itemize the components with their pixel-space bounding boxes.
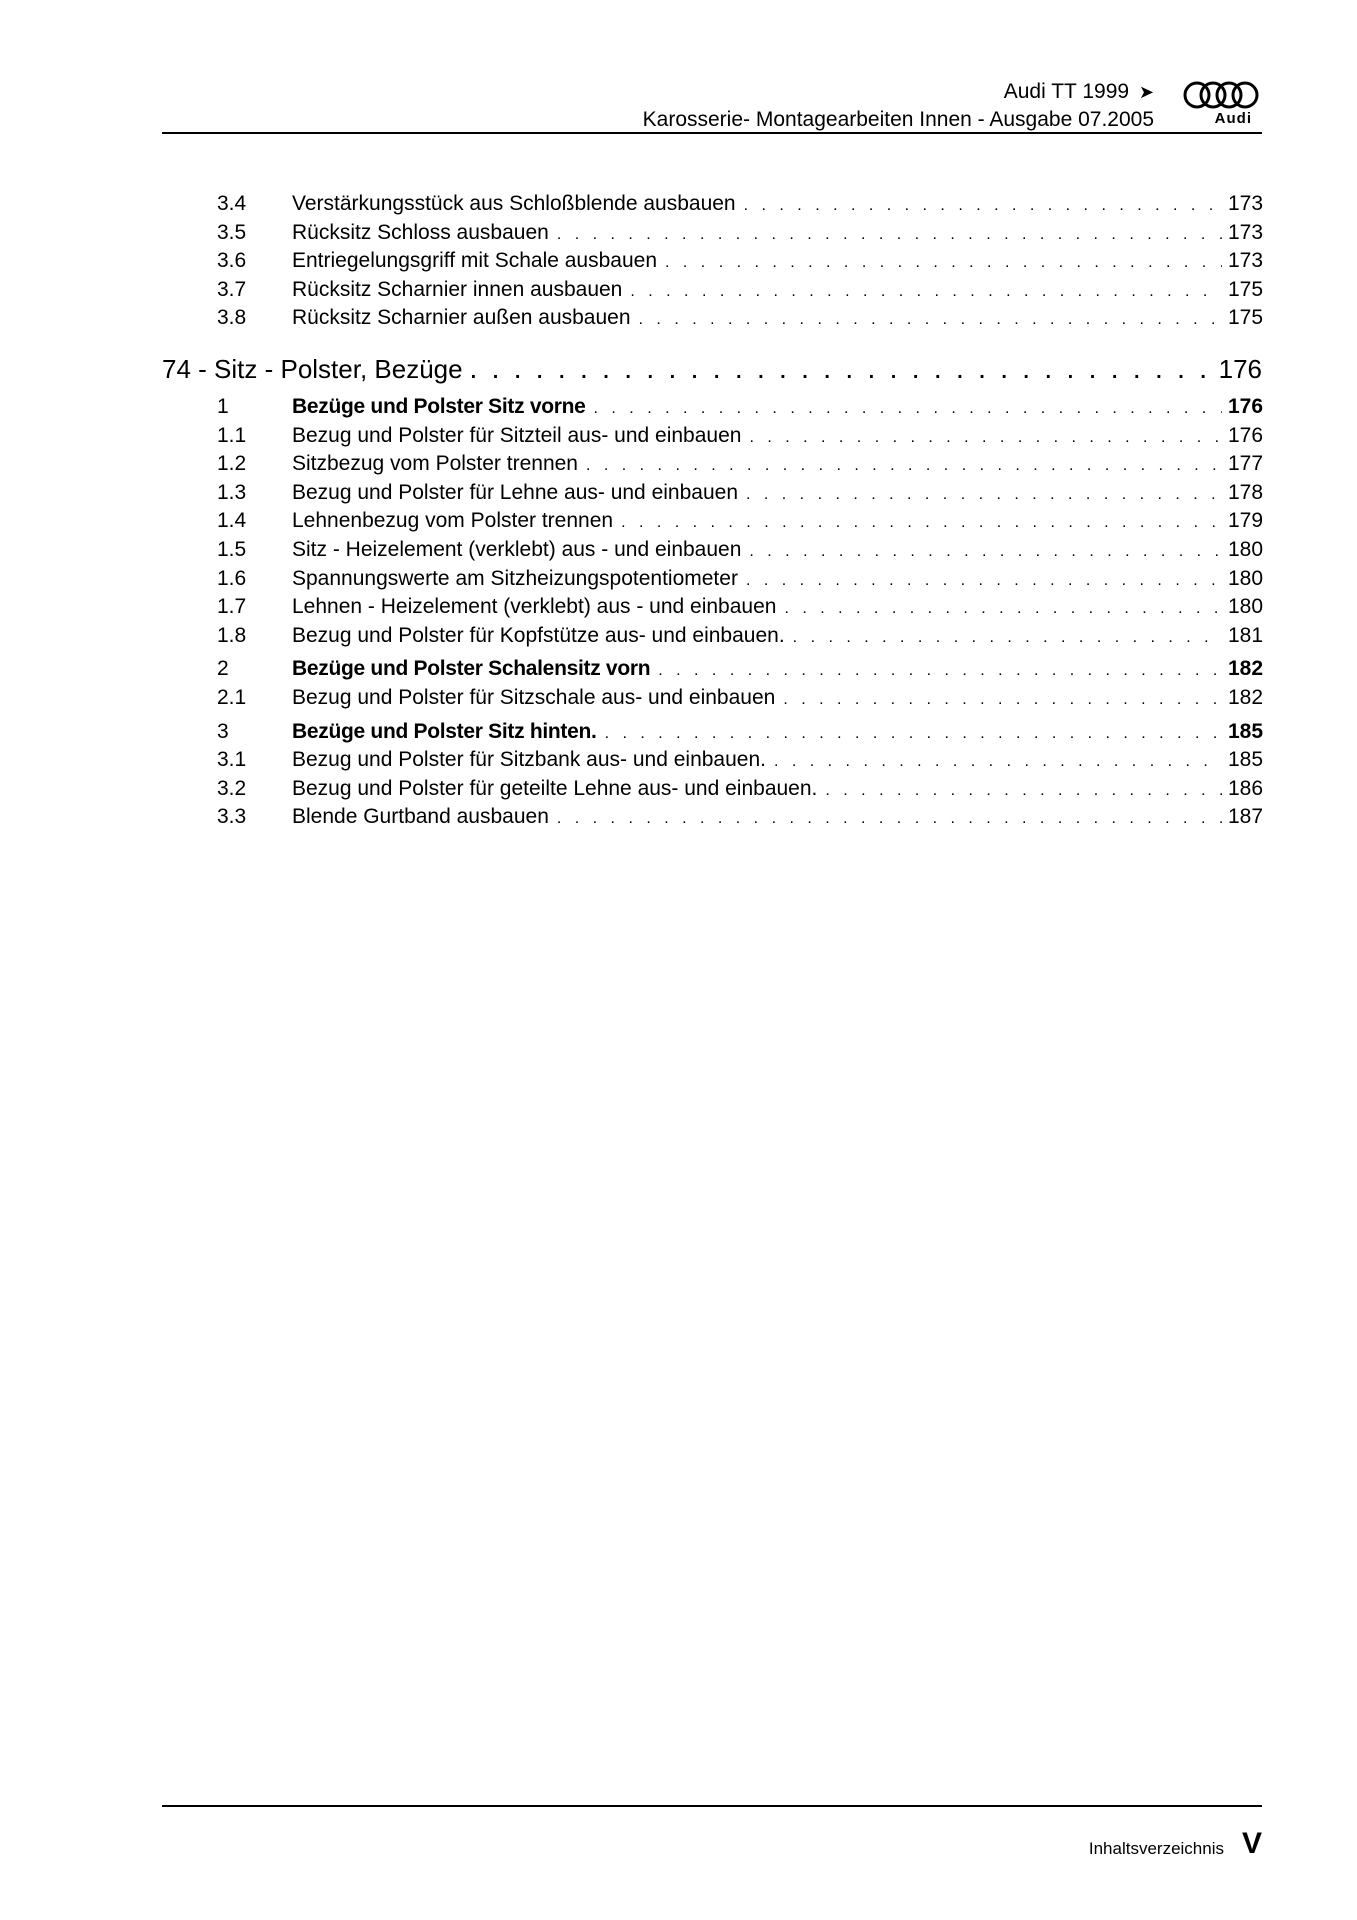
toc-entry-page: 179 [1228, 509, 1264, 533]
page-header [162, 72, 1262, 134]
footer-page-number: V [1241, 1827, 1262, 1860]
toc-entry-title: Rücksitz Schloss ausbauen [292, 220, 549, 244]
toc-entry[interactable] [162, 276, 1262, 305]
dot-leader [749, 424, 1222, 452]
toc-entry-number: 1.5 [217, 537, 247, 561]
toc-entry-page: 175 [1228, 277, 1264, 301]
toc-entry[interactable] [162, 593, 1262, 622]
audi-brand-wordmark: Audi [1214, 110, 1252, 127]
toc-entry[interactable] [162, 479, 1262, 508]
chapter-title: 74 - Sitz - Polster, Bezüge [162, 353, 463, 384]
toc-entry-number: 3.4 [217, 192, 247, 215]
dot-leader [630, 278, 1222, 306]
toc-entry-title: Bezug und Polster für Kopfstütze aus- und einbauen. [292, 623, 785, 647]
dot-leader [586, 452, 1222, 480]
toc-entry-title: Rücksitz Scharnier außen ausbauen [292, 306, 631, 330]
toc-entry-title: Bezug und Polster für Sitzteil aus- und einbauen [292, 423, 742, 447]
toc-entry-number: 3.8 [217, 306, 247, 330]
section-title: Bezüge und Polster Sitz vorne [292, 394, 586, 418]
toc-section-heading[interactable] [162, 718, 1262, 747]
toc-entry-number: 1.3 [217, 480, 247, 504]
toc-entry[interactable] [162, 565, 1262, 594]
toc-entry[interactable] [162, 304, 1262, 333]
toc-entry-title: Verstärkungsstück aus Schloßblende ausbauen [292, 192, 736, 215]
toc-entry-number: 1.8 [217, 623, 247, 647]
toc-entry-number: 2.1 [217, 685, 247, 709]
toc-entry-title: Lehnen - Heizelement (verklebt) aus - und einbauen [292, 595, 777, 619]
toc-entry-number: 3.3 [217, 805, 247, 829]
toc-entry[interactable] [162, 684, 1262, 713]
toc-entry-page: 173 [1228, 220, 1264, 244]
table-of-contents [162, 190, 1262, 832]
dot-leader [557, 221, 1222, 249]
dot-leader [639, 306, 1222, 334]
toc-entry-page: 180 [1228, 566, 1264, 590]
toc-entry-title: Entriegelungsgriff mit Schale ausbauen [292, 249, 658, 273]
section-page: 185 [1228, 719, 1264, 743]
toc-entry-title: Bezug und Polster für Lehne aus- und einbauen [292, 480, 738, 504]
toc-entry-title: Sitzbezug vom Polster trennen [292, 452, 578, 476]
section-title: Bezüge und Polster Sitz hinten. [292, 719, 597, 743]
footer-label: Inhaltsverzeichnis [1088, 1839, 1224, 1858]
section-number: 1 [217, 394, 229, 418]
toc-chapter-heading[interactable] [162, 349, 1262, 389]
dot-leader [793, 624, 1222, 652]
section-page: 176 [1228, 394, 1264, 418]
dot-leader [594, 395, 1222, 423]
toc-entry-page: 180 [1228, 537, 1264, 561]
toc-entry-page: 185 [1228, 748, 1264, 772]
toc-entry[interactable] [162, 536, 1262, 565]
toc-entry-title: Bezug und Polster für geteilte Lehne aus- und einbauen. [292, 776, 818, 800]
toc-entry[interactable] [162, 622, 1262, 651]
toc-entry-title: Bezug und Polster für Sitzschale aus- und einbauen [292, 685, 776, 709]
section-page: 182 [1228, 657, 1264, 681]
toc-entry-title: Bezug und Polster für Sitzbank aus- und einbauen. [292, 748, 766, 772]
toc-entry-page: 186 [1228, 776, 1264, 800]
toc-entry-number: 3.5 [217, 220, 247, 244]
section-number: 2 [217, 657, 229, 681]
toc-entry-page: 173 [1228, 249, 1264, 273]
toc-entry-page: 178 [1228, 480, 1264, 504]
dot-leader [746, 481, 1222, 509]
toc-entry-number: 3.7 [217, 277, 247, 301]
toc-entry-page: 175 [1228, 306, 1264, 330]
toc-entry-page: 177 [1228, 452, 1264, 476]
dot-leader [749, 538, 1222, 566]
toc-entry-number: 1.6 [217, 566, 247, 590]
toc-entry-title: Lehnenbezug vom Polster trennen [292, 509, 614, 533]
toc-entry-title: Spannungswerte am Sitzheizungspotentiometer [292, 566, 738, 590]
toc-entry-page: 182 [1228, 685, 1264, 709]
toc-entry[interactable] [162, 219, 1262, 248]
toc-entry-title: Rücksitz Scharnier innen ausbauen [292, 277, 623, 301]
header-subtitle: Karosserie- Montagearbeiten Innen - Ausgabe 07.2005 [642, 108, 1154, 131]
section-number: 3 [217, 719, 229, 743]
toc-entry-page: 187 [1228, 805, 1264, 829]
toc-entry-title: Sitz - Heizelement (verklebt) aus - und einbauen [292, 537, 742, 561]
toc-entry[interactable] [162, 422, 1262, 451]
toc-entry-page: 181 [1228, 623, 1264, 647]
section-title: Bezüge und Polster Schalensitz vorn [292, 657, 651, 681]
toc-entry-number: 3.1 [217, 748, 247, 772]
dot-leader [744, 192, 1222, 220]
toc-entry-title: Blende Gurtband ausbauen [292, 805, 549, 829]
dot-leader [557, 805, 1222, 833]
dot-leader [825, 777, 1222, 805]
toc-entry-number: 3.6 [217, 249, 247, 273]
toc-entry[interactable] [162, 450, 1262, 479]
page-footer [162, 1805, 1262, 1867]
dot-leader [471, 352, 1212, 392]
toc-entry-page: 173 [1228, 192, 1264, 215]
dot-leader [665, 249, 1222, 277]
dot-leader [746, 567, 1222, 595]
toc-section-heading[interactable] [162, 393, 1262, 422]
toc-entry-number: 1.4 [217, 509, 247, 533]
dot-leader [605, 720, 1222, 748]
dot-leader [621, 509, 1222, 537]
toc-entry-number: 1.7 [217, 595, 247, 619]
dot-leader [783, 686, 1222, 714]
toc-entry[interactable] [162, 247, 1262, 276]
toc-entry-number: 1.2 [217, 452, 247, 476]
header-title [1004, 80, 1154, 104]
toc-entry-number: 1.1 [217, 423, 247, 447]
toc-entry[interactable] [162, 803, 1262, 832]
toc-section-heading[interactable] [162, 655, 1262, 684]
toc-entry-page: 180 [1228, 595, 1264, 619]
dot-leader [774, 748, 1222, 776]
toc-entry[interactable] [162, 507, 1262, 536]
arrow-icon: ➤ [1138, 82, 1154, 102]
toc-entry[interactable] [162, 746, 1262, 775]
toc-entry[interactable] [162, 190, 1262, 219]
toc-entry-page: 176 [1228, 423, 1264, 447]
chapter-page: 176 [1218, 353, 1262, 384]
header-title-text: Audi TT 1999 [1003, 80, 1130, 103]
toc-entry-number: 3.2 [217, 776, 247, 800]
dot-leader [784, 595, 1222, 623]
dot-leader [658, 657, 1222, 685]
toc-entry[interactable] [162, 775, 1262, 804]
